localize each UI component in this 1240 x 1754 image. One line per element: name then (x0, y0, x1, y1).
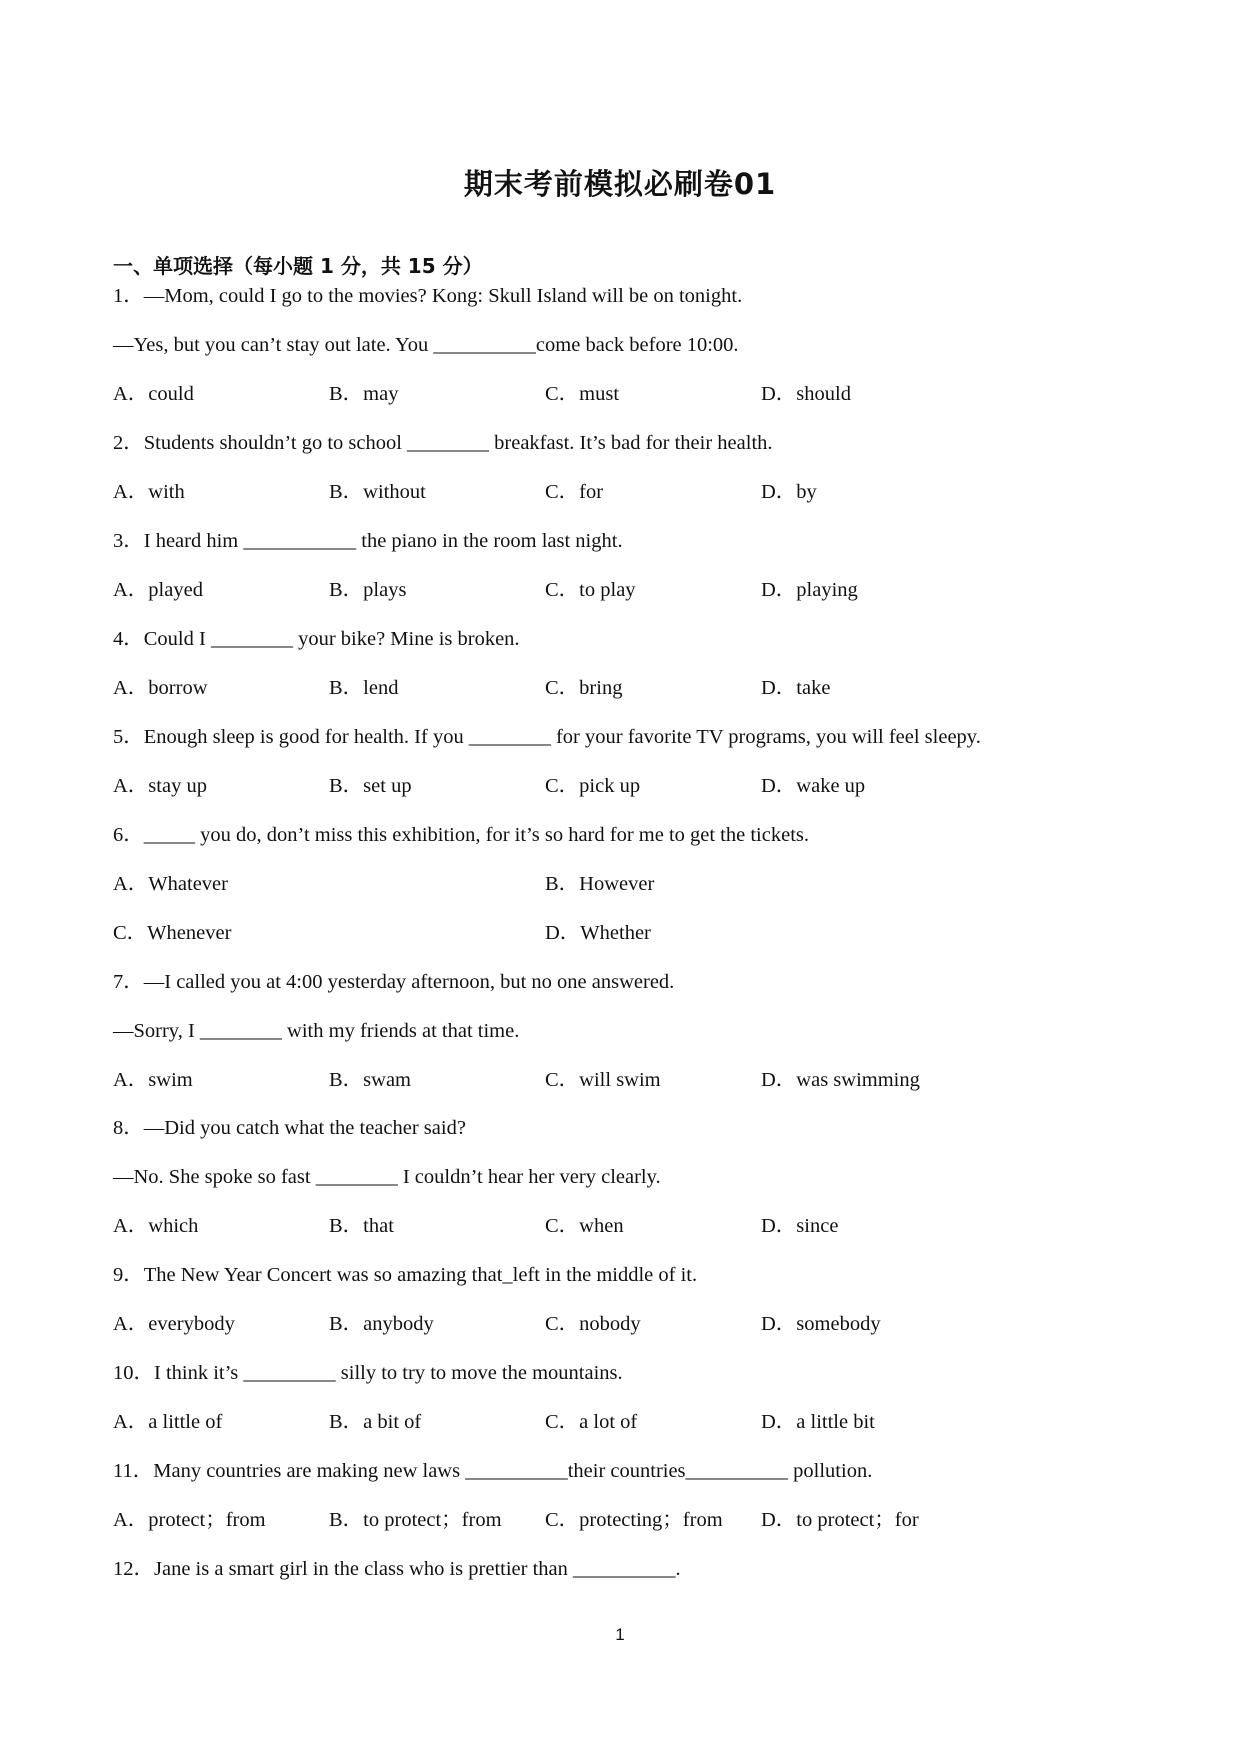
option-8a: A．which (113, 1215, 199, 1237)
option-8b: B．that (329, 1215, 394, 1237)
option-8c: C．when (545, 1215, 624, 1237)
option-3a: A．played (113, 579, 203, 601)
option-3b: B．plays (329, 579, 407, 601)
option-1a: A．could (113, 383, 194, 405)
section-heading: 一、单项选择（每小题 1 分，共 15 分） (113, 254, 483, 278)
option-7d: D．was swimming (761, 1069, 920, 1091)
question-6-stem: 6．_____ you do, don’t miss this exhibition, for it’s so hard for me to get the tickets. (113, 824, 809, 846)
option-5c: C．pick up (545, 775, 641, 797)
option-6c: C．Whenever (113, 922, 232, 944)
question-1-stem: 1．—Mom, could I go to the movies? Kong: Skull Island will be on tonight. (113, 285, 743, 307)
option-4c: C．bring (545, 677, 623, 699)
question-7-stem: 7．—I called you at 4:00 yesterday afternoon, but no one answered. (113, 971, 675, 993)
option-5d: D．wake up (761, 775, 866, 797)
option-6a: A．Whatever (113, 873, 228, 895)
option-2d: D．by (761, 481, 817, 503)
option-2b: B．without (329, 481, 426, 503)
option-11b: B．to protect；from (329, 1509, 502, 1531)
option-11c: C．protecting；from (545, 1509, 723, 1531)
option-10a: A．a little of (113, 1411, 223, 1433)
question-4-stem: 4．Could I ________ your bike? Mine is broken. (113, 628, 520, 650)
question-12-stem: 12．Jane is a smart girl in the class who is prettier than __________. (113, 1558, 681, 1580)
option-10b: B．a bit of (329, 1411, 422, 1433)
option-9b: B．anybody (329, 1313, 434, 1335)
option-7c: C．will swim (545, 1069, 661, 1091)
option-11a: A．protect；from (113, 1509, 266, 1531)
option-2a: A．with (113, 481, 185, 503)
question-8-reply: —No. She spoke so fast ________ I couldn’t hear her very clearly. (113, 1166, 661, 1188)
option-3d: D．playing (761, 579, 858, 601)
option-1b: B．may (329, 383, 399, 405)
question-10-stem: 10．I think it’s _________ silly to try to move the mountains. (113, 1362, 623, 1384)
document-title: 期末考前模拟必刷卷01 (463, 167, 777, 201)
option-3c: C．to play (545, 579, 636, 601)
option-9d: D．somebody (761, 1313, 881, 1335)
option-1c: C．must (545, 383, 620, 405)
option-5b: B．set up (329, 775, 412, 797)
option-6b: B．However (545, 873, 655, 895)
option-8d: D．since (761, 1215, 839, 1237)
option-4b: B．lend (329, 677, 399, 699)
option-10d: D．a little bit (761, 1411, 875, 1433)
option-4d: D．take (761, 677, 831, 699)
option-5a: A．stay up (113, 775, 207, 797)
question-5-stem: 5．Enough sleep is good for health. If you ________ for your favorite TV programs, you will feel sleepy. (113, 726, 981, 748)
question-1-reply: —Yes, but you can’t stay out late. You __________come back before 10:00. (113, 334, 739, 356)
option-9c: C．nobody (545, 1313, 641, 1335)
option-7b: B．swam (329, 1069, 411, 1091)
option-7a: A．swim (113, 1069, 193, 1091)
question-9-stem: 9．The New Year Concert was so amazing that_left in the middle of it. (113, 1264, 698, 1286)
option-6d: D．Whether (545, 922, 651, 944)
option-4a: A．borrow (113, 677, 208, 699)
question-3-stem: 3．I heard him ___________ the piano in the room last night. (113, 530, 623, 552)
option-10c: C．a lot of (545, 1411, 638, 1433)
question-8-stem: 8．—Did you catch what the teacher said? (113, 1117, 466, 1139)
option-2c: C．for (545, 481, 604, 503)
question-2-stem: 2．Students shouldn’t go to school ________ breakfast. It’s bad for their health. (113, 432, 773, 454)
option-1d: D．should (761, 383, 851, 405)
option-11d: D．to protect；for (761, 1509, 919, 1531)
page-number: 1 (615, 1625, 625, 1644)
question-7-reply: —Sorry, I ________ with my friends at that time. (113, 1020, 520, 1042)
option-9a: A．everybody (113, 1313, 235, 1335)
question-11-stem: 11．Many countries are making new laws __________their countries__________ pollution. (113, 1460, 873, 1482)
